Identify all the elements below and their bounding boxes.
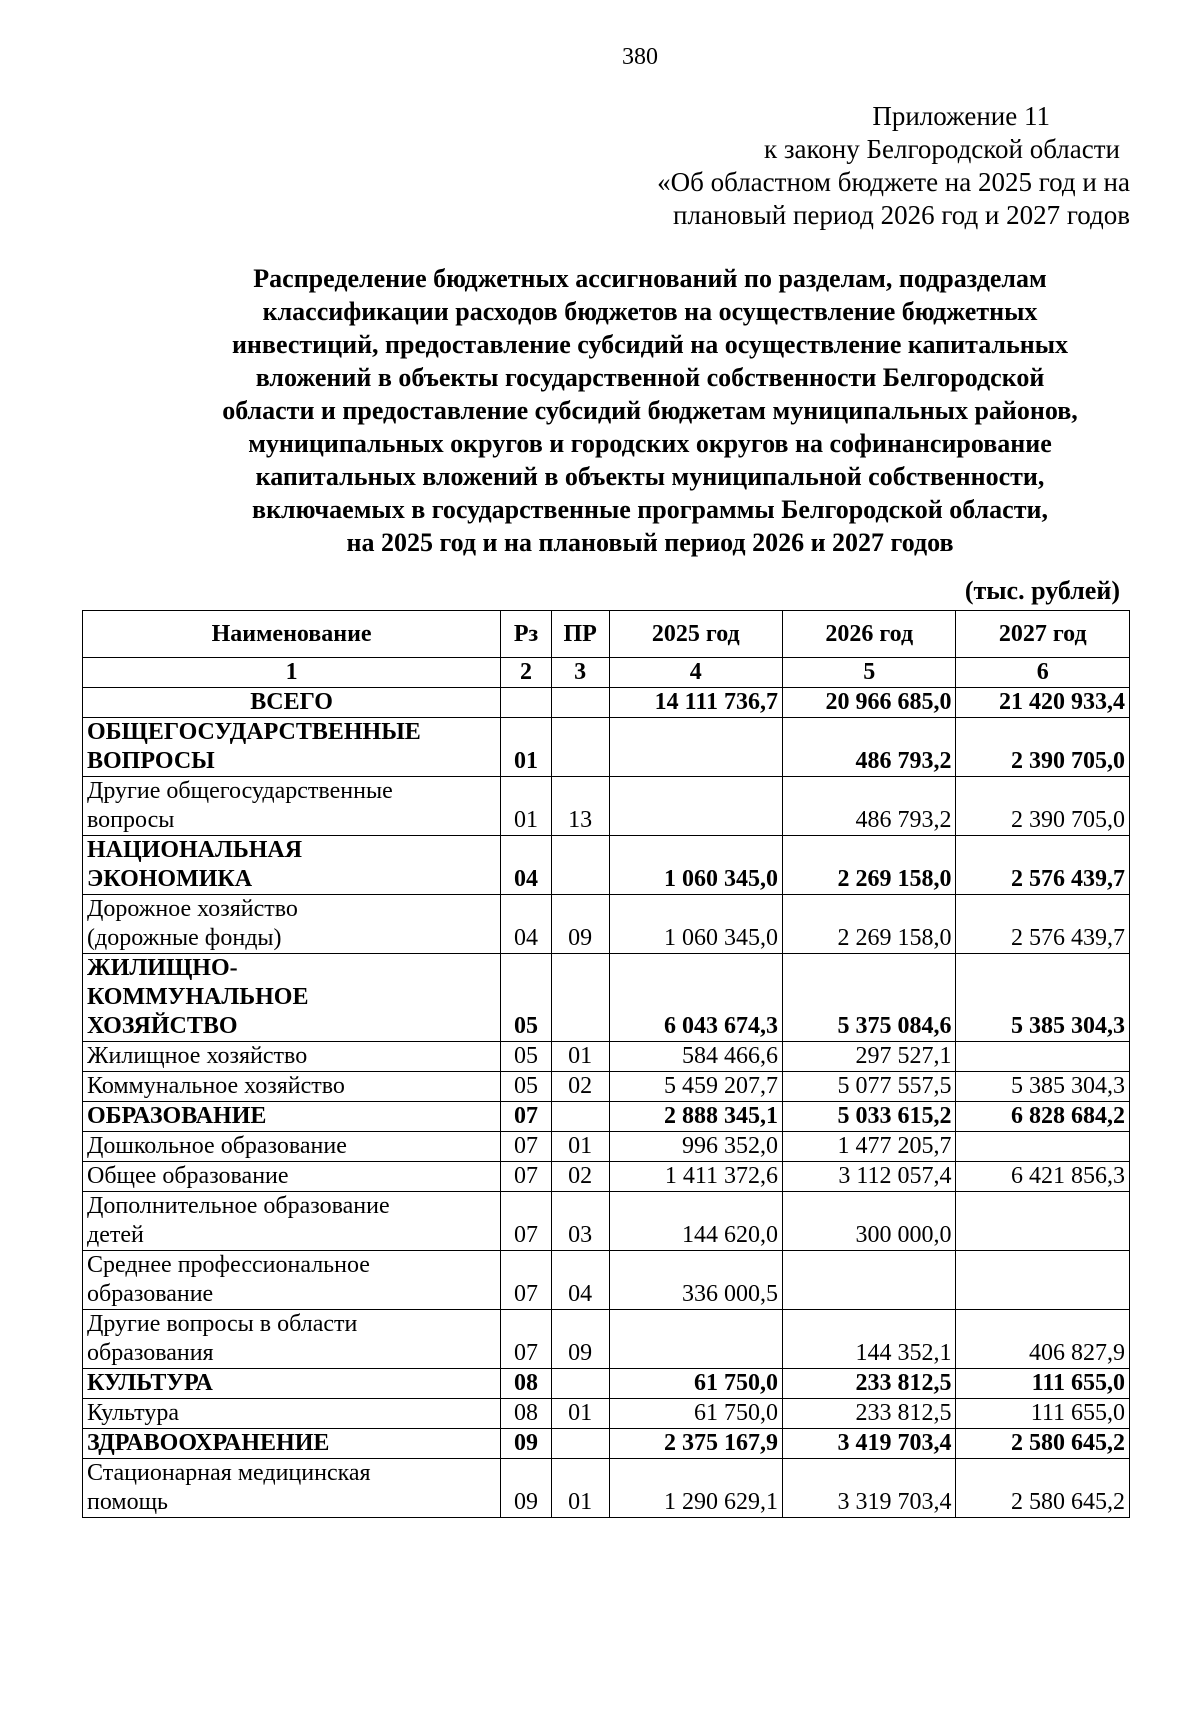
cell-rz: 05	[501, 954, 552, 1042]
cell-name-line: образования	[87, 1340, 214, 1366]
header-pr: ПР	[551, 611, 609, 658]
cell-rz: 05	[501, 1072, 552, 1102]
cell-y2027: 2 580 645,2	[956, 1429, 1130, 1459]
cell-name	[83, 836, 501, 895]
cell-y2027: 6 828 684,2	[956, 1102, 1130, 1132]
table-row-section	[83, 1369, 1130, 1399]
cell-pr: 03	[551, 1192, 609, 1251]
cell-name	[83, 777, 501, 836]
title-line: классификации расходов бюджетов на осуществление бюджетных	[262, 297, 1038, 326]
cell-y2025: 61 750,0	[609, 1399, 782, 1429]
table-row-subsection	[83, 1251, 1130, 1310]
appendix-header	[530, 100, 1130, 232]
cell-y2026: 20 966 685,0	[783, 688, 956, 718]
cell-name-line: ОБРАЗОВАНИЕ	[87, 1103, 267, 1129]
cell-name	[83, 1429, 501, 1459]
cell-y2027: 406 827,9	[956, 1310, 1130, 1369]
cell-y2026: 233 812,5	[783, 1399, 956, 1429]
cell-y2027: 5 385 304,3	[956, 954, 1130, 1042]
column-number: 5	[783, 658, 956, 688]
cell-rz: 07	[501, 1132, 552, 1162]
cell-y2025: 584 466,6	[609, 1042, 782, 1072]
table-row-section	[83, 688, 1130, 718]
cell-pr: 04	[551, 1251, 609, 1310]
cell-name	[83, 1310, 501, 1369]
appendix-line: «Об областном бюджете на 2025 год и на	[657, 167, 1130, 197]
cell-pr: 09	[551, 895, 609, 954]
cell-y2026: 5 077 557,5	[783, 1072, 956, 1102]
cell-pr: 02	[551, 1162, 609, 1192]
cell-rz: 07	[501, 1310, 552, 1369]
cell-rz: 07	[501, 1192, 552, 1251]
table-row-subsection	[83, 1042, 1130, 1072]
cell-y2026: 3 112 057,4	[783, 1162, 956, 1192]
cell-rz: 09	[501, 1459, 552, 1518]
cell-y2026: 5 375 084,6	[783, 954, 956, 1042]
cell-name-line: Общее образование	[87, 1163, 289, 1189]
table-row-subsection	[83, 1162, 1130, 1192]
cell-y2025: 1 060 345,0	[609, 895, 782, 954]
cell-name-line: образование	[87, 1281, 214, 1307]
cell-y2026: 3 319 703,4	[783, 1459, 956, 1518]
cell-name-line: Другие общегосударственные	[87, 778, 393, 804]
cell-name	[83, 954, 501, 1042]
cell-y2025: 996 352,0	[609, 1132, 782, 1162]
cell-name-line: Дополнительное образование	[87, 1193, 390, 1219]
cell-pr	[551, 954, 609, 1042]
cell-name-line: Культура	[87, 1400, 179, 1426]
cell-name	[83, 718, 501, 777]
cell-rz: 07	[501, 1162, 552, 1192]
table-row-subsection	[83, 1132, 1130, 1162]
column-number: 3	[551, 658, 609, 688]
page-number: 380	[622, 44, 658, 70]
cell-name	[83, 1459, 501, 1518]
cell-name-line: ОБЩЕГОСУДАРСТВЕННЫЕ	[87, 719, 421, 745]
cell-pr	[551, 1102, 609, 1132]
column-number: 6	[956, 658, 1130, 688]
column-number-row	[83, 658, 1130, 688]
cell-y2027: 2 580 645,2	[956, 1459, 1130, 1518]
header-2025: 2025 год	[609, 611, 782, 658]
cell-y2026: 144 352,1	[783, 1310, 956, 1369]
cell-y2026: 233 812,5	[783, 1369, 956, 1399]
cell-rz: 07	[501, 1102, 552, 1132]
cell-y2026: 1 477 205,7	[783, 1132, 956, 1162]
cell-name-line: Дорожное хозяйство	[87, 896, 298, 922]
cell-name-line: КУЛЬТУРА	[87, 1370, 213, 1396]
title-line: на 2025 год и на плановый период 2026 и 2027 годов	[346, 528, 954, 557]
cell-name	[83, 1072, 501, 1102]
cell-name-line: ВОПРОСЫ	[87, 748, 215, 774]
cell-y2025: 2 375 167,9	[609, 1429, 782, 1459]
cell-rz: 01	[501, 718, 552, 777]
table-row-subsection	[83, 1459, 1130, 1518]
cell-y2027: 111 655,0	[956, 1399, 1130, 1429]
cell-y2025: 61 750,0	[609, 1369, 782, 1399]
table-row-subsection	[83, 777, 1130, 836]
cell-name-line: Жилищное хозяйство	[87, 1043, 308, 1069]
cell-y2025: 6 043 674,3	[609, 954, 782, 1042]
cell-y2025	[609, 777, 782, 836]
budget-table	[82, 610, 1130, 1518]
cell-pr	[551, 836, 609, 895]
cell-y2025	[609, 1310, 782, 1369]
cell-pr	[551, 1429, 609, 1459]
cell-name-line: помощь	[87, 1489, 168, 1515]
title-line: вложений в объекты государственной собственности Белгородской	[255, 363, 1045, 392]
cell-pr: 09	[551, 1310, 609, 1369]
table-row-subsection	[83, 1072, 1130, 1102]
cell-y2027: 21 420 933,4	[956, 688, 1130, 718]
cell-pr: 01	[551, 1459, 609, 1518]
units-label: (тыс. рублей)	[964, 576, 1120, 605]
cell-name	[83, 895, 501, 954]
cell-name-line: ЖИЛИЩНО-	[87, 955, 238, 981]
cell-y2027: 2 390 705,0	[956, 718, 1130, 777]
table-row-section	[83, 836, 1130, 895]
cell-rz: 01	[501, 777, 552, 836]
column-number: 2	[501, 658, 552, 688]
cell-y2025: 2 888 345,1	[609, 1102, 782, 1132]
table-row-subsection	[83, 895, 1130, 954]
cell-y2027: 5 385 304,3	[956, 1072, 1130, 1102]
cell-y2025: 14 111 736,7	[609, 688, 782, 718]
cell-rz: 05	[501, 1042, 552, 1072]
cell-y2027	[956, 1192, 1130, 1251]
cell-name-line: детей	[87, 1222, 144, 1248]
cell-y2027: 2 576 439,7	[956, 895, 1130, 954]
cell-y2026	[783, 1251, 956, 1310]
header-name: Наименование	[83, 611, 501, 658]
cell-name	[83, 688, 501, 718]
document-title	[100, 262, 1200, 559]
cell-y2027: 6 421 856,3	[956, 1162, 1130, 1192]
cell-y2026: 3 419 703,4	[783, 1429, 956, 1459]
cell-rz: 09	[501, 1429, 552, 1459]
cell-name-line: ХОЗЯЙСТВО	[87, 1013, 238, 1039]
cell-pr: 01	[551, 1399, 609, 1429]
table-header-row	[83, 611, 1130, 658]
title-line: инвестиций, предоставление субсидий на осуществление капитальных	[231, 330, 1069, 359]
cell-y2026: 2 269 158,0	[783, 895, 956, 954]
cell-name	[83, 1251, 501, 1310]
appendix-line: плановый период 2026 год и 2027 годов	[673, 200, 1130, 230]
title-line: включаемых в государственные программы Белгородской области,	[252, 495, 1048, 524]
cell-y2027	[956, 1042, 1130, 1072]
table-row-section	[83, 954, 1130, 1042]
cell-pr	[551, 718, 609, 777]
cell-name-line: вопросы	[87, 807, 175, 833]
cell-rz: 04	[501, 895, 552, 954]
cell-name-line: ВСЕГО	[250, 689, 333, 715]
cell-y2026: 486 793,2	[783, 718, 956, 777]
cell-y2027	[956, 1132, 1130, 1162]
cell-name	[83, 1399, 501, 1429]
cell-y2026: 486 793,2	[783, 777, 956, 836]
cell-name	[83, 1132, 501, 1162]
cell-rz: 08	[501, 1369, 552, 1399]
title-line: Распределение бюджетных ассигнований по разделам, подразделам	[253, 264, 1047, 293]
cell-name-line: НАЦИОНАЛЬНАЯ	[87, 837, 303, 863]
cell-rz: 04	[501, 836, 552, 895]
cell-y2026: 297 527,1	[783, 1042, 956, 1072]
cell-y2025: 1 060 345,0	[609, 836, 782, 895]
header-2027: 2027 год	[956, 611, 1130, 658]
table-row-section	[83, 1429, 1130, 1459]
cell-name-line: Среднее профессиональное	[87, 1252, 370, 1278]
cell-pr: 02	[551, 1072, 609, 1102]
cell-pr: 01	[551, 1042, 609, 1072]
cell-y2025: 1 411 372,6	[609, 1162, 782, 1192]
table-row-section	[83, 718, 1130, 777]
cell-y2025: 336 000,5	[609, 1251, 782, 1310]
cell-rz: 08	[501, 1399, 552, 1429]
cell-pr: 13	[551, 777, 609, 836]
cell-name	[83, 1102, 501, 1132]
table-row-subsection	[83, 1192, 1130, 1251]
cell-name-line: Дошкольное образование	[87, 1133, 347, 1159]
cell-pr	[551, 688, 609, 718]
cell-name	[83, 1042, 501, 1072]
header-2026: 2026 год	[783, 611, 956, 658]
cell-rz: 07	[501, 1251, 552, 1310]
cell-name-line: ЗДРАВООХРАНЕНИЕ	[87, 1430, 330, 1456]
appendix-line: к закону Белгородской области	[764, 134, 1120, 164]
column-number: 1	[83, 658, 501, 688]
cell-y2026: 300 000,0	[783, 1192, 956, 1251]
cell-rz	[501, 688, 552, 718]
cell-name-line: Коммунальное хозяйство	[87, 1073, 345, 1099]
cell-name	[83, 1192, 501, 1251]
cell-name-line: (дорожные фонды)	[87, 925, 282, 951]
cell-name-line: ЭКОНОМИКА	[87, 866, 253, 892]
appendix-line: Приложение 11	[872, 101, 1050, 131]
title-line: муниципальных округов и городских округов на софинансирование	[248, 429, 1052, 458]
table-row-subsection	[83, 1399, 1130, 1429]
cell-y2027: 2 576 439,7	[956, 836, 1130, 895]
table-row-section	[83, 1102, 1130, 1132]
cell-y2025: 144 620,0	[609, 1192, 782, 1251]
cell-name-line: КОММУНАЛЬНОЕ	[87, 984, 309, 1010]
cell-pr: 01	[551, 1132, 609, 1162]
title-line: области и предоставление субсидий бюджетам муниципальных районов,	[222, 396, 1078, 425]
title-line: капитальных вложений в объекты муниципальной собственности,	[255, 462, 1045, 491]
cell-y2027: 111 655,0	[956, 1369, 1130, 1399]
cell-y2025: 5 459 207,7	[609, 1072, 782, 1102]
cell-name-line: Стационарная медицинская	[87, 1460, 371, 1486]
cell-name	[83, 1369, 501, 1399]
cell-y2027	[956, 1251, 1130, 1310]
cell-y2025	[609, 718, 782, 777]
cell-y2025: 1 290 629,1	[609, 1459, 782, 1518]
header-rz: Рз	[501, 611, 552, 658]
cell-y2027: 2 390 705,0	[956, 777, 1130, 836]
table-row-subsection	[83, 1310, 1130, 1369]
cell-y2026: 2 269 158,0	[783, 836, 956, 895]
cell-y2026: 5 033 615,2	[783, 1102, 956, 1132]
column-number: 4	[609, 658, 782, 688]
cell-name-line: Другие вопросы в области	[87, 1311, 358, 1337]
cell-pr	[551, 1369, 609, 1399]
cell-name	[83, 1162, 501, 1192]
